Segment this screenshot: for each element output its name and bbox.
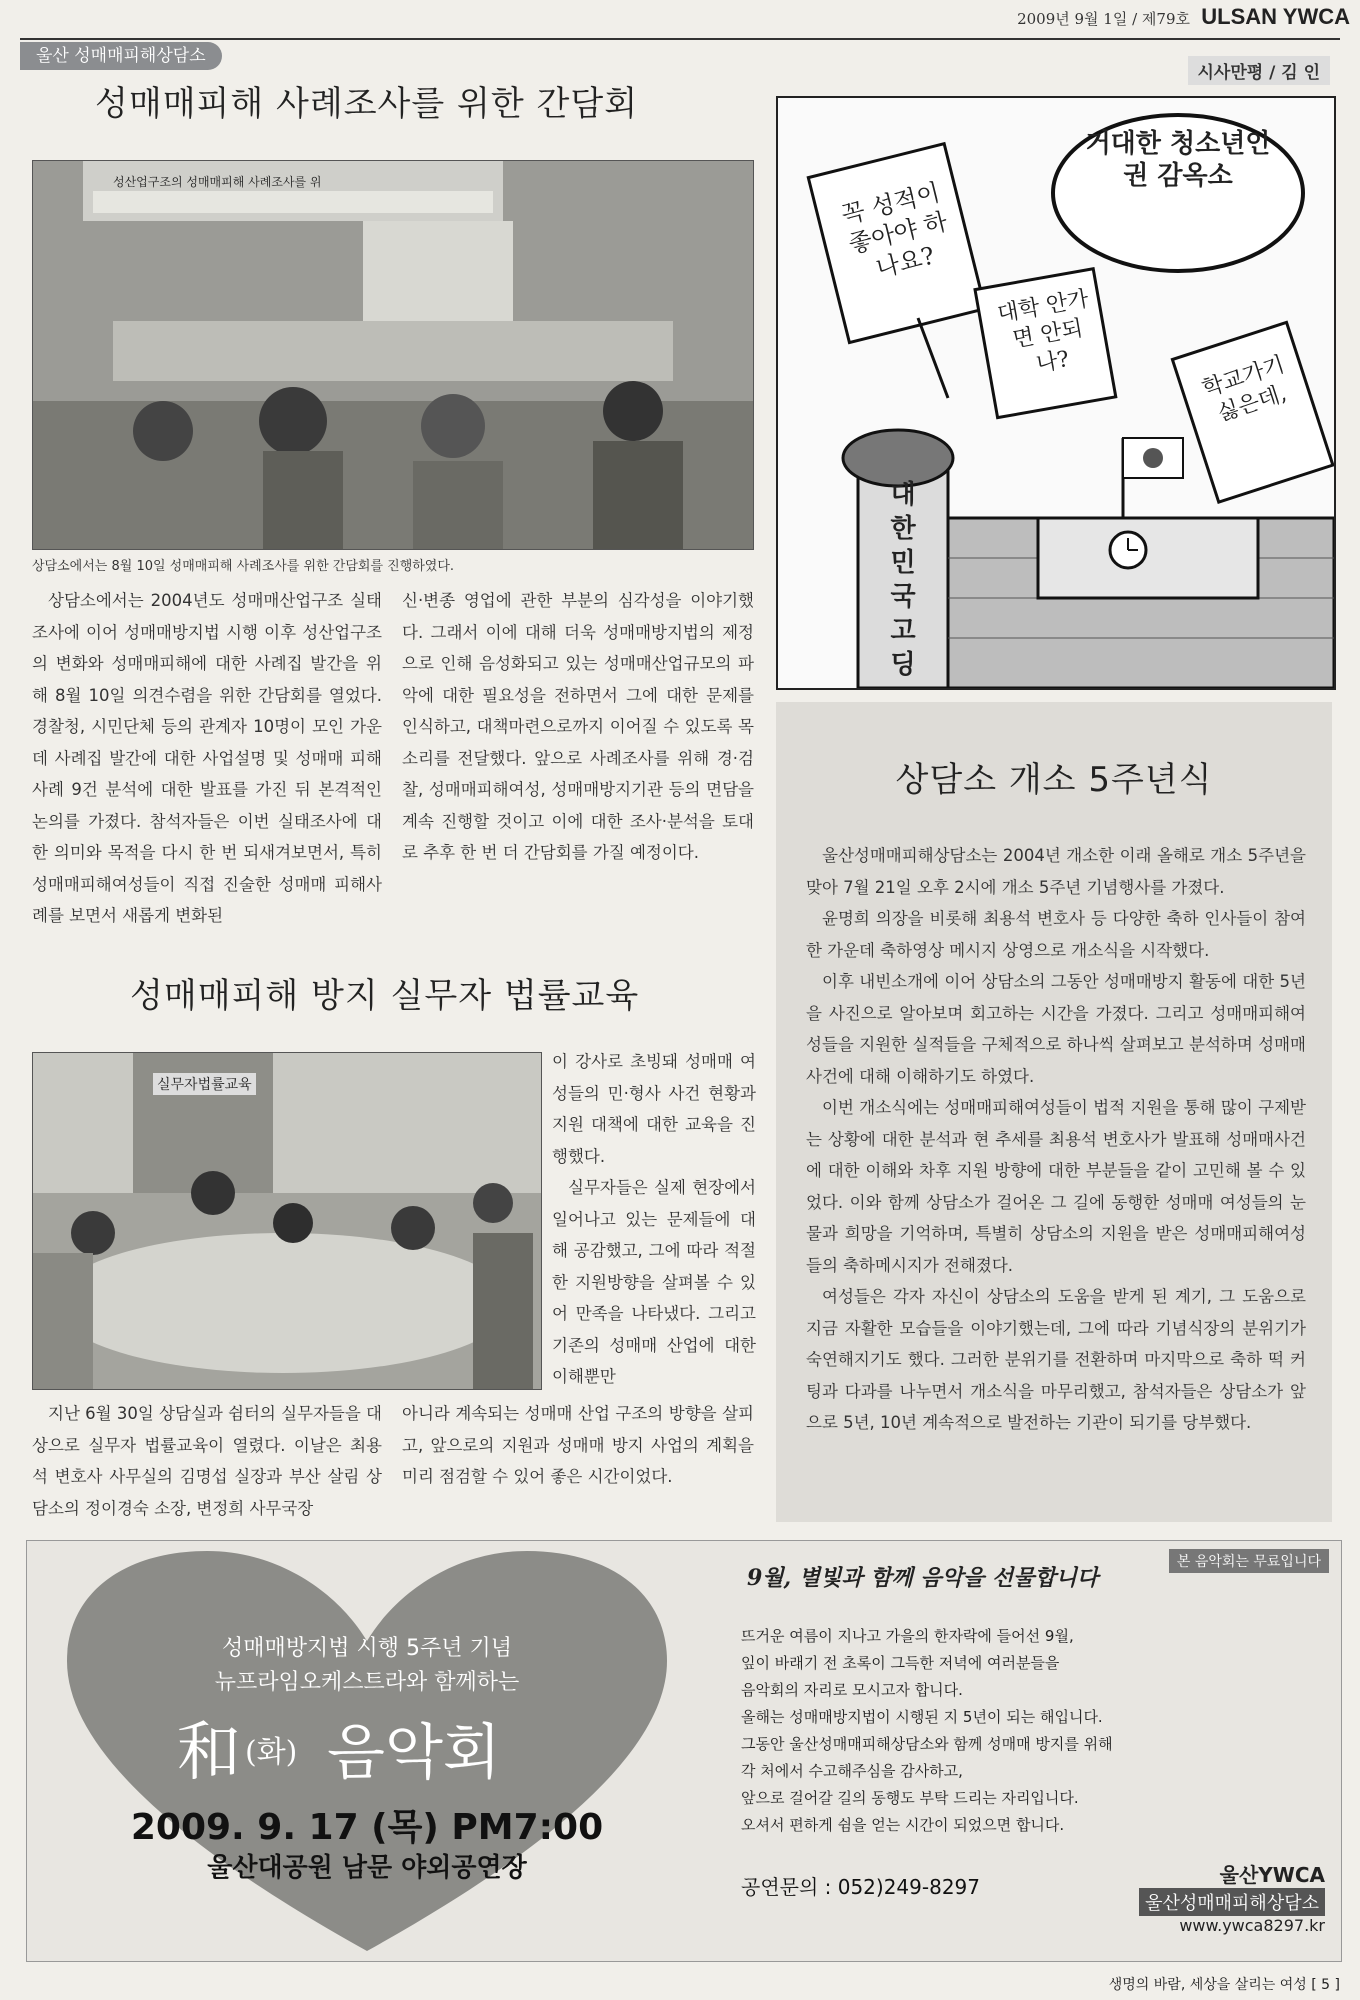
article1-title: 성매매피해 사례조사를 위한 간담회: [95, 84, 639, 124]
article2-title: 성매매피해 방지 실무자 법률교육: [130, 976, 640, 1016]
article1-col2-text: 신·변종 영업에 관한 부분의 심각성을 이야기했다. 그래서 이에 대해 더욱 성매매방지법의 제정으로 인해 음성화되고 있는 성매매산업규모의 파악에 대한 필요성을 전하면서 그에 대한 문제를 인식하고, 대책마련으로까지 이어질 수 있도록 목소리를 전달했다. 앞으로 사례조사를 위해 경·검찰, 성매매피해여성, 성매매방지기관 등의 면담을 계속 진행할 것이고 이에 대한 조사·분석을 토대로 추후 한 번 더 간담회를 가질 예정이다.: [402, 591, 754, 862]
section-tag: 울산 성매매피해상담소: [20, 42, 222, 70]
article1-col1: [32, 585, 382, 932]
article3-body: [806, 840, 1306, 1439]
article3-p3: 이후 내빈소개에 이어 상담소의 그동안 성매매방지 활동에 대한 5년을 사진으로 알아보며 회고하는 시간을 가졌다. 그리고 성매매피해여성들을 지원한 실적들을 구체적으로 하나씩 살펴보고 분석하며 성매매사건에 대해 이해하기도 하였다.: [806, 972, 1306, 1086]
ad-body: [741, 1623, 1113, 1839]
article2-bottom-right: [402, 1398, 754, 1493]
ad-title-paren: (화): [245, 1735, 298, 1770]
ad-org1: 울산YWCA: [1219, 1863, 1325, 1887]
ad-body-line: 오셔서 편하게 쉼을 얻는 시간이 되었으면 합니다.: [741, 1816, 1065, 1834]
page-footer: 생명의 바람, 세상을 살리는 여성 [ 5 ]: [1108, 1977, 1340, 1993]
cartoon-sign2-text: 대학 안가면 안되나?: [995, 286, 1091, 378]
seminar-photo-image: [33, 1053, 541, 1389]
article2-bottom-left: [32, 1398, 382, 1524]
ad-url: www.ywca8297.kr: [1179, 1916, 1325, 1935]
brand-name: ULSAN YWCA: [1201, 4, 1350, 29]
article2-bottom-right-text: 아니라 계속되는 성매매 산업 구조의 방향을 살피고, 앞으로의 지원과 성매매 방지 사업의 계획을 미리 점검할 수 있어 좋은 시간이었다.: [402, 1404, 754, 1486]
ad-line2: 뉴프라임오케스트라와 함께하는: [214, 1670, 520, 1695]
article1-col1-text: 상담소에서는 2004년도 성매매산업구조 실태조사에 이어 성매매방지법 시행 이후 성산업구조의 변화와 성매매피해에 대한 사례집 발간을 위해 8월 10일 의견수렴을 위한 간담회를 열었다. 경찰청, 시민단체 등의 관계자 10명이 모인 가운데 사례집 발간에 대한 사업설명 및 성매매 피해사례 9건 분석에 대한 발표를 가진 뒤 본격적인 논의를 가졌다. 참석자들은 이번 실태조사에 대한 의미와 목적을 다시 한 번 되새겨보면서, 특히 성매매피해여성들이 직접 진술한 성매매 피해사례를 보면서 새롭게 변화된: [32, 591, 382, 925]
ad-venue: 울산대공원 남문 야외공연장: [207, 1853, 527, 1883]
ad-body-line: 뜨거운 여름이 지나고 가을의 한자락에 들어선 9월,: [741, 1627, 1074, 1645]
cartoon-sign1-text: 꼭 성적이 좋아야 하나요?: [838, 178, 951, 283]
ad-title: 음악회: [327, 1718, 501, 1788]
ad-body-line: 그동안 울산성매매피해상담소와 함께 성매매 방지를 위해: [741, 1735, 1113, 1753]
article1-caption: 상담소에서는 8월 10일 성매매피해 사례조사를 위한 간담회를 진행하였다.: [32, 559, 455, 574]
ad-org2: 울산성매매피해상담소: [1139, 1888, 1325, 1916]
ad-body-line: 앞으로 걸어갈 길의 동행도 부탁 드리는 자리입니다.: [741, 1789, 1079, 1807]
article2-right-text: 이 강사로 초빙돼 성매매 여성들의 민·형사 사건 현황과 지원 대책에 대한 교육을 진행했다.: [552, 1052, 756, 1166]
article2-right-text2: 실무자들은 실제 현장에서 일어나고 있는 문제들에 대해 공감했고, 그에 따라 적절한 지원방향을 살펴볼 수 있어 만족을 나타냈다. 그리고 기존의 성매매 산업에 대한 이해뿐만: [552, 1178, 756, 1386]
article2-bottom-left-text: 지난 6월 30일 상담실과 쉼터의 실무자들을 대상으로 실무자 법률교육이 열렸다. 이날은 최용석 변호사 사무실의 김명섭 실장과 부산 살림 상담소의 정이경숙 소장, 변정희 사무국장: [32, 1404, 382, 1518]
article1-col2: [402, 585, 754, 869]
ad-body-line: 잎이 바래기 전 초록이 그득한 저녁에 여러분들을: [741, 1654, 1060, 1672]
photo-banner-text: 실무자법률교육: [153, 1073, 256, 1095]
article2-right-col: [552, 1046, 756, 1393]
photo-banner-text: 성산업구조의 성매매피해 사례조사를 위: [113, 175, 322, 189]
free-badge: 본 음악회는 무료입니다: [1169, 1549, 1329, 1573]
meeting-photo-image: [33, 161, 753, 549]
ad-line1: 성매매방지법 시행 5주년 기념: [221, 1636, 512, 1661]
ad-title-hanja: 和: [177, 1716, 241, 1790]
header-rule: [20, 38, 1340, 40]
ad-body-line: 음악회의 자리로 모시고자 합니다.: [741, 1681, 963, 1699]
ad-contact: 공연문의 : 052)249-8297: [741, 1875, 980, 1899]
article3-p4: 이번 개소식에는 성매매피해여성들이 법적 지원을 통해 많이 구제받는 상황에 대한 분석과 현 추세를 최용석 변호사가 발표해 성매매사건에 대한 이해와 차후 지원 방향에 대한 부분들을 같이 고민해 볼 수 있었다. 이와 함께 상담소가 걸어온 그 길에 동행한 성매매 여성들의 눈물과 희망을 기억하며, 특별히 상담소의 지원을 받은 성매매피해여성들의 축하메시지가 전해졌다.: [806, 1098, 1306, 1275]
page-header: [0, 0, 1360, 38]
cartoon-sign3-text: 학교가기 싫은데,: [1199, 352, 1290, 427]
issue-date: 2009년 9월 1일 / 제79호: [1017, 10, 1190, 28]
concert-ad: [26, 1540, 1342, 1962]
ad-headline: 9월, 별빛과 함께 음악을 선물합니다: [747, 1565, 1099, 1591]
ad-body-line: 각 처에서 수고해주심을 감사하고,: [741, 1762, 963, 1780]
ad-body-line: 올해는 성매매방지법이 시행된 지 5년이 되는 해입니다.: [741, 1708, 1103, 1726]
article1-photo: [32, 160, 754, 550]
article3-p1: 울산성매매피해상담소는 2004년 개소한 이래 올해로 개소 5주년을 맞아 7월 21일 오후 2시에 개소 5주년 기념행사를 가졌다.: [806, 846, 1306, 897]
ad-org-block: [1139, 1859, 1325, 1935]
article3-p2: 윤명희 의장을 비롯해 최용석 변호사 등 다양한 축하 인사들이 참여한 가운데 축하영상 메시지 상영으로 개소식을 시작했다.: [806, 909, 1306, 960]
ad-date: 2009. 9. 17 (목) PM7:00: [130, 1807, 604, 1848]
cartoon-bubble-text: 거대한 청소년인권 감옥소: [1085, 129, 1271, 191]
article3-title: 상담소 개소 5주년식: [895, 760, 1213, 800]
article2-photo: [32, 1052, 542, 1390]
editorial-cartoon: [776, 96, 1336, 690]
article3-p5: 여성들은 각자 자신이 상담소의 도움을 받게 된 계기, 그 도움으로 지금 자활한 모습들을 이야기했는데, 그에 따라 기념식장의 분위기가 숙연해지기도 했다. 그러한 분위기를 전환하며 마지막으로 축하 떡 커팅과 다과를 나누면서 개소식을 마무리했고, 참석자들은 상담소가 앞으로 5년, 10년 계속적으로 발전하는 기관이 되기를 당부했다.: [806, 1287, 1306, 1432]
cartoon-building-text: 대한민국 고딩: [890, 480, 916, 680]
article3-box: [776, 702, 1332, 1522]
column-tag: 시사만평 / 김 인: [1188, 56, 1331, 85]
